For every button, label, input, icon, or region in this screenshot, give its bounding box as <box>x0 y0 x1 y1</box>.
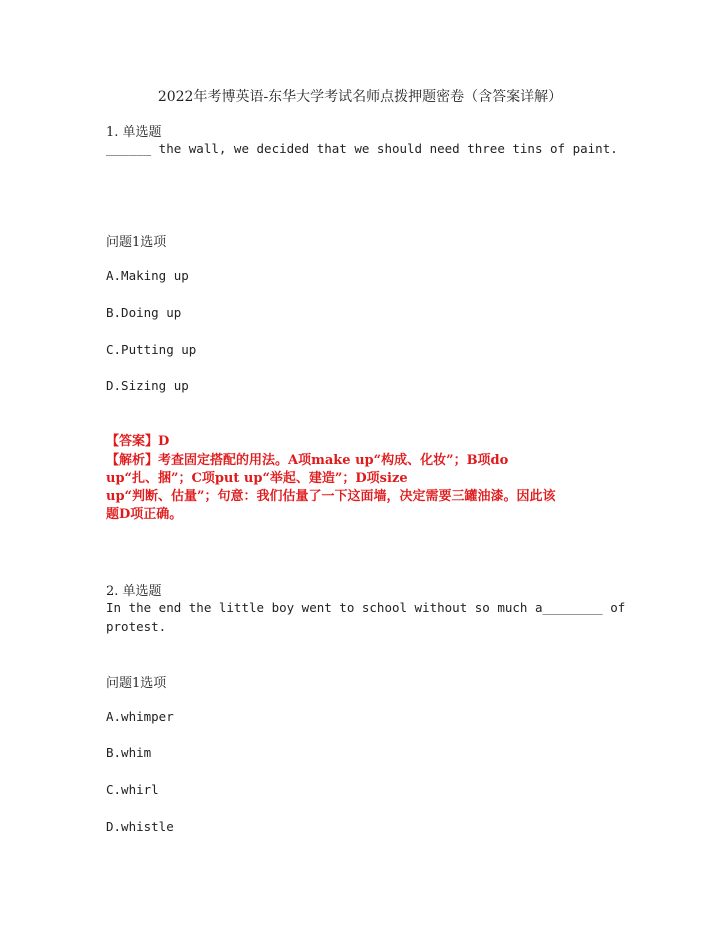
q2-option-c: C.whirl <box>106 782 159 797</box>
q2-option-a: A.whimper <box>106 709 174 724</box>
q2-stem-line-2: protest. <box>106 619 167 634</box>
q2-stem-line-1: In the end the little boy went to school without so much a________ of <box>106 600 626 615</box>
q2-header: 2. 单选题 <box>106 584 162 599</box>
q1-option-a: A.Making up <box>106 268 189 283</box>
page-title: 2022年考博英语-东华大学考试名师点拨押题密卷（含答案详解） <box>157 89 563 105</box>
q1-option-d: D.Sizing up <box>106 378 189 393</box>
q1-explanation-line-4: 题D项正确。 <box>106 507 183 522</box>
q1-explanation-line-1: 【解析】考查固定搭配的用法。A项make up“构成、化妆”；B项do <box>106 453 509 468</box>
q1-stem: ______ the wall, we decided that we should need three tins of paint. <box>106 141 618 156</box>
q1-answer: 【答案】D <box>106 434 170 449</box>
q2-subheader: 问题1选项 <box>106 676 167 691</box>
q2-option-b: B.whim <box>106 745 152 760</box>
q1-header: 1. 单选题 <box>106 125 162 140</box>
q1-explanation-line-2: up“扎、捆”；C项put up“举起、建造”；D项size <box>106 471 408 486</box>
q1-option-b: B.Doing up <box>106 305 182 320</box>
q2-option-d: D.whistle <box>106 819 174 834</box>
q1-option-c: C.Putting up <box>106 342 197 357</box>
q1-explanation-line-3: up“判断、估量”；句意：我们估量了一下这面墙，决定需要三罐油漆。因此该 <box>106 489 556 504</box>
q1-subheader: 问题1选项 <box>106 235 167 250</box>
